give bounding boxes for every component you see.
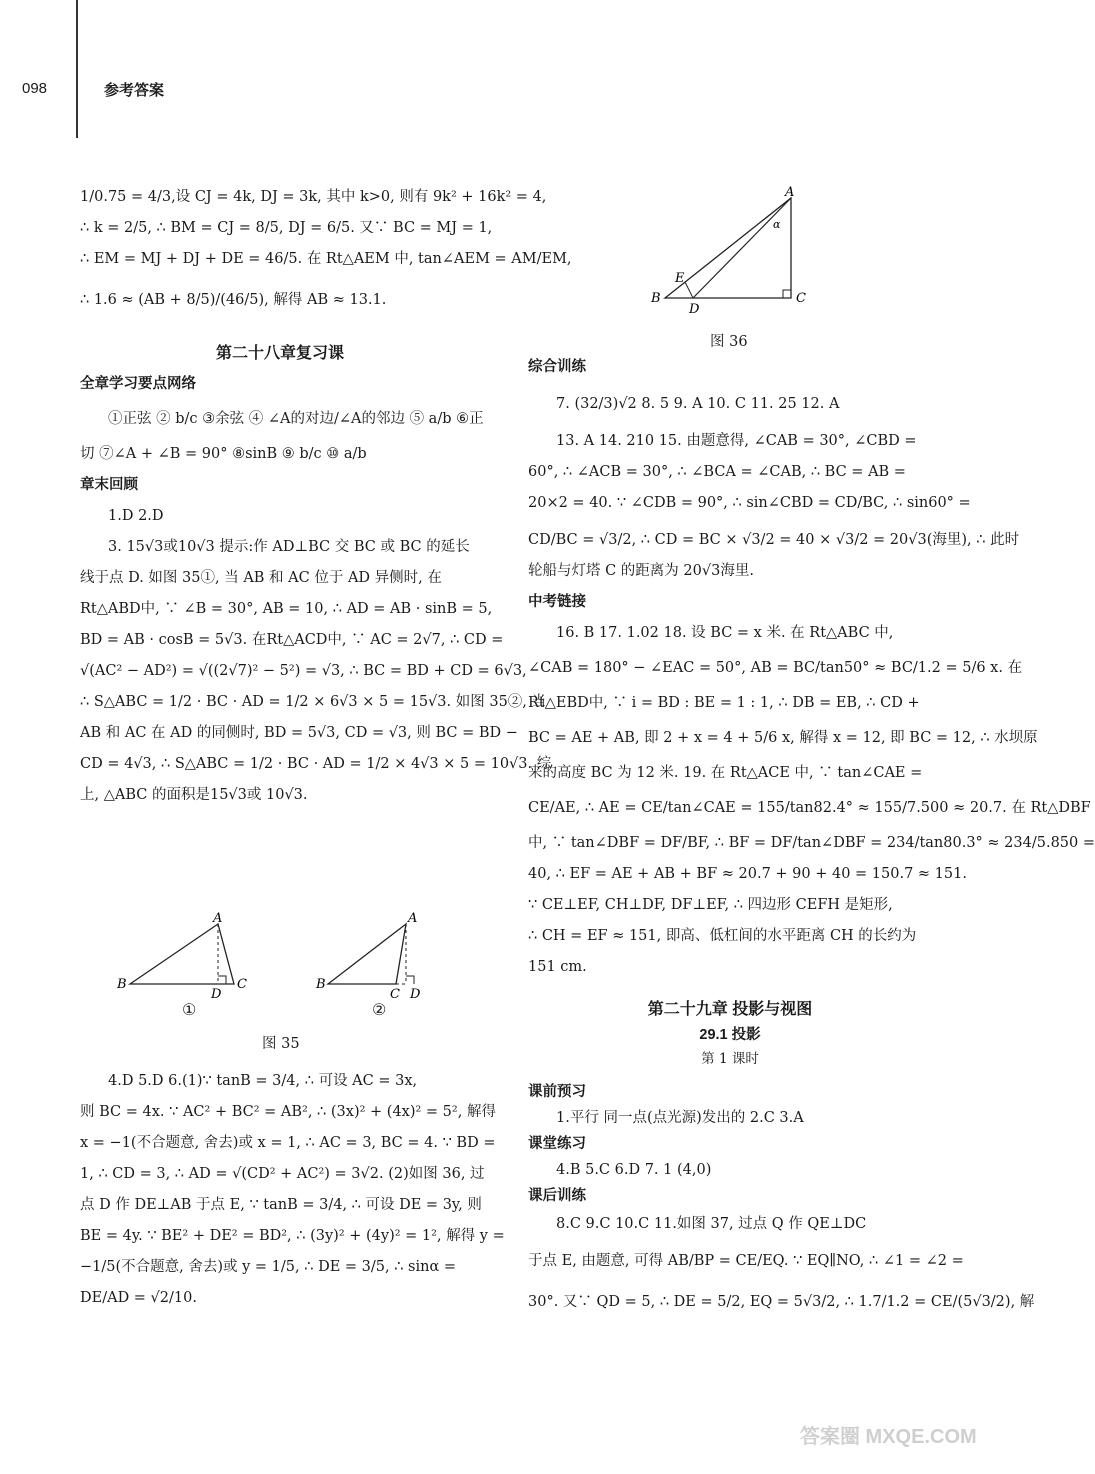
text-line: √(AC² − AD²) = √((2√7)² − 5²) = √3, ∴ BC = BD + CD = 6√3, [80,663,527,679]
text-line: BD = AB · cosB = 5√3. 在Rt△ACD中, ∵ AC = 2√7, ∴ CD = [80,632,504,648]
text-line: 1.平行 同一点(点光源)发出的 2.C 3.A [556,1110,804,1126]
figure-35-sub1: ① [182,1000,197,1019]
text-line: 1, ∴ CD = 3, ∴ AD = √(CD² + AC²) = 3√2. (2)如图 36, 过 [80,1166,485,1182]
svg-text:A: A [785,185,795,200]
section-heading: 29.1 投影 [699,1027,761,1043]
section-title: 章末回顾 [80,477,138,493]
lesson-title: 第 1 课时 [701,1051,759,1067]
text-line: 轮船与灯塔 C 的距离为 20√3海里. [528,563,754,579]
text-line: Rt△ABD中, ∵ ∠B = 30°, AB = 10, ∴ AD = AB · sinB = 5, [80,601,493,617]
svg-text:A: A [408,911,418,926]
figure-35-sub2: ② [372,1000,387,1019]
text-line: 点 D 作 DE⊥AB 于点 E, ∵ tanB = 3/4, ∴ 可设 DE = 3y, 则 [80,1197,482,1213]
text-line: ∴ S△ABC = 1/2 · BC · AD = 1/2 × 6√3 × 5 = 15√3. 如图 35②, 当 [80,694,547,710]
text-line: ①正弦 ② b/c ③余弦 ④ ∠A的对边/∠A的邻边 ⑤ a/b ⑥正 [108,411,484,427]
text-line: 30°. 又∵ QD = 5, ∴ DE = 5/2, EQ = 5√3/2, ∴ 1.7/1.2 = CE/(5√3/2), 解 [528,1294,1035,1310]
text-line: 40, ∴ EF = AE + AB + BF ≈ 20.7 + 90 + 40 = 150.7 ≈ 151. [528,866,967,882]
text-line: 8.C 9.C 10.C 11.如图 37, 过点 Q 作 QE⊥DC [556,1216,867,1232]
figure-36 [645,185,825,323]
text-line: 13. A 14. 210 15. 由题意得, ∠CAB = 30°, ∠CBD = [556,433,917,449]
left-column-bottom [80,1066,505,1314]
section-title: 课前预习 [528,1084,586,1100]
text-line: ∴ CH = EF ≈ 151, 即高、低杠间的水平距离 CH 的长约为 [528,928,917,944]
svg-text:B: B [117,977,127,992]
text-line: BE = 4y. ∵ BE² + DE² = BD², ∴ (3y)² + (4y)² = 1², 解得 y = [80,1228,505,1244]
svg-text:E: E [675,271,685,286]
text-line: 上, △ABC 的面积是15√3或 10√3. [80,787,308,803]
right-angle-mark [218,976,226,984]
text-line: ∠CAB = 180° − ∠EAC = 50°, AB = BC/tan50° ≈ BC/1.2 = 5/6 x. 在 [528,660,1023,676]
svg-text:D: D [211,987,222,1002]
text-line: 16. B 17. 1.02 18. 设 BC = x 米. 在 Rt△ABC 中, [556,625,894,641]
text-line: 3. 15√3或10√3 提示:作 AD⊥BC 交 BC 或 BC 的延长 [108,539,470,555]
text-line: CD/BC = √3/2, ∴ CD = BC × √3/2 = 40 × √3/2 = 20√3(海里), ∴ 此时 [528,532,1020,548]
text-line: −1/5(不合题意, 舍去)或 y = 1/5, ∴ DE = 3/5, ∴ sinα = [80,1259,457,1275]
right-angle-mark [783,290,791,298]
chapter-title: 第二十九章 投影与视图 [647,1001,813,1018]
text-line: ∴ EM = MJ + DJ + DE = 46/5. 在 Rt△AEM 中, tan∠AEM = AM/EM, [80,251,572,267]
text-line: ∴ k = 2/5, ∴ BM = CJ = 8/5, DJ = 6/5. 又∵ BC = MJ = 1, [80,220,493,236]
text-line: Rt△EBD中, ∵ i = BD : BE = 1 : 1, ∴ DB = EB, ∴ CD + [528,695,920,711]
text-line: DE/AD = √2/10. [80,1290,197,1306]
svg-text:B: B [316,977,326,992]
running-title: 参考答案 [104,82,165,99]
text-line: ∵ CE⊥EF, CH⊥DF, DF⊥EF, ∴ 四边形 CEFH 是矩形, [528,897,893,913]
text-line: 来的高度 BC 为 12 米. 19. 在 Rt△ACE 中, ∵ tan∠CAE = [528,765,923,781]
header-rule [76,0,78,138]
right-column [528,352,1095,1318]
svg-text:D: D [689,302,700,317]
text-line: 4.D 5.D 6.(1)∵ tanB = 3/4, ∴ 可设 AC = 3x, [108,1073,418,1089]
svg-text:D: D [410,987,421,1002]
segment-de [685,282,693,298]
text-line: CD = 4√3, ∴ S△ABC = 1/2 · BC · AD = 1/2 × 4√3 × 5 = 10√3. 综 [80,756,552,772]
text-line: ∴ 1.6 ≈ (AB + 8/5)/(46/5), 解得 AB ≈ 13.1. [80,292,387,308]
svg-text:C: C [796,291,806,306]
watermark: 答案圈 MXQE.COM [800,1426,977,1448]
svg-text:α: α [773,218,781,231]
text-line: 1.D 2.D [108,508,164,524]
page-number: 098 [22,80,48,97]
text-line: 20×2 = 40. ∵ ∠CDB = 90°, ∴ sin∠CBD = CD/BC, ∴ sin60° = [528,495,971,511]
figure-35 [110,912,440,1027]
text-line: 于点 E, 由题意, 可得 AB/BP = CE/EQ. ∵ EQ∥NO, ∴ ∠1 = ∠2 = [528,1253,964,1269]
text-line: 中, ∵ tan∠DBF = DF/BF, ∴ BF = DF/tan∠DBF = 234/tan80.3° ≈ 234/5.850 = [528,835,1095,851]
figure-35-caption: 图 35 [262,1036,300,1052]
text-line: 1/0.75 = 4/3,设 CJ = 4k, DJ = 3k, 其中 k>0, 则有 9k² + 16k² = 4, [80,189,547,205]
section-title: 课后训练 [528,1188,586,1204]
section-title: 中考链接 [528,594,586,610]
text-line: BC = AE + AB, 即 2 + x = 4 + 5/6 x, 解得 x = 12, 即 BC = 12, ∴ 水坝原 [528,730,1038,746]
figure-36-caption: 图 36 [710,334,748,350]
right-angle-mark [406,976,414,984]
chapter-title: 第二十八章复习课 [215,345,344,362]
svg-text:C: C [237,977,247,992]
svg-text:A: A [213,911,223,926]
text-line: x = −1(不合题意, 舍去)或 x = 1, ∴ AC = 3, BC = 4. ∵ BD = [80,1135,496,1151]
section-title: 综合训练 [528,359,586,375]
text-line: 7. (32/3)√2 8. 5 9. A 10. C 11. 25 12. A [556,396,840,412]
segment-ad [693,198,791,298]
text-line: 线于点 D. 如图 35①, 当 AB 和 AC 位于 AD 异侧时, 在 [80,570,442,586]
triangle-abc-2 [328,924,406,984]
text-line: AB 和 AC 在 AD 的同侧时, BD = 5√3, CD = √3, 则 BC = BD − [80,725,518,741]
text-line: CE/AE, ∴ AE = CE/tan∠CAE = 155/tan82.4° ≈ 155/7.500 ≈ 20.7. 在 Rt△DBF [528,800,1091,816]
text-line: 切 ⑦∠A + ∠B = 90° ⑧sinB ⑨ b/c ⑩ a/b [80,446,367,462]
section-title: 课堂练习 [528,1136,586,1152]
text-line: 4.B 5.C 6.D 7. 1 (4,0) [556,1162,712,1178]
svg-text:C: C [390,987,400,1002]
text-line: 60°, ∴ ∠ACB = 30°, ∴ ∠BCA = ∠CAB, ∴ BC = AB = [528,464,906,480]
svg-text:B: B [651,291,661,306]
section-title: 全章学习要点网络 [80,376,196,392]
text-line: 151 cm. [528,959,587,975]
text-line: 则 BC = 4x. ∵ AC² + BC² = AB², ∴ (3x)² + (4x)² = 5², 解得 [80,1104,496,1120]
